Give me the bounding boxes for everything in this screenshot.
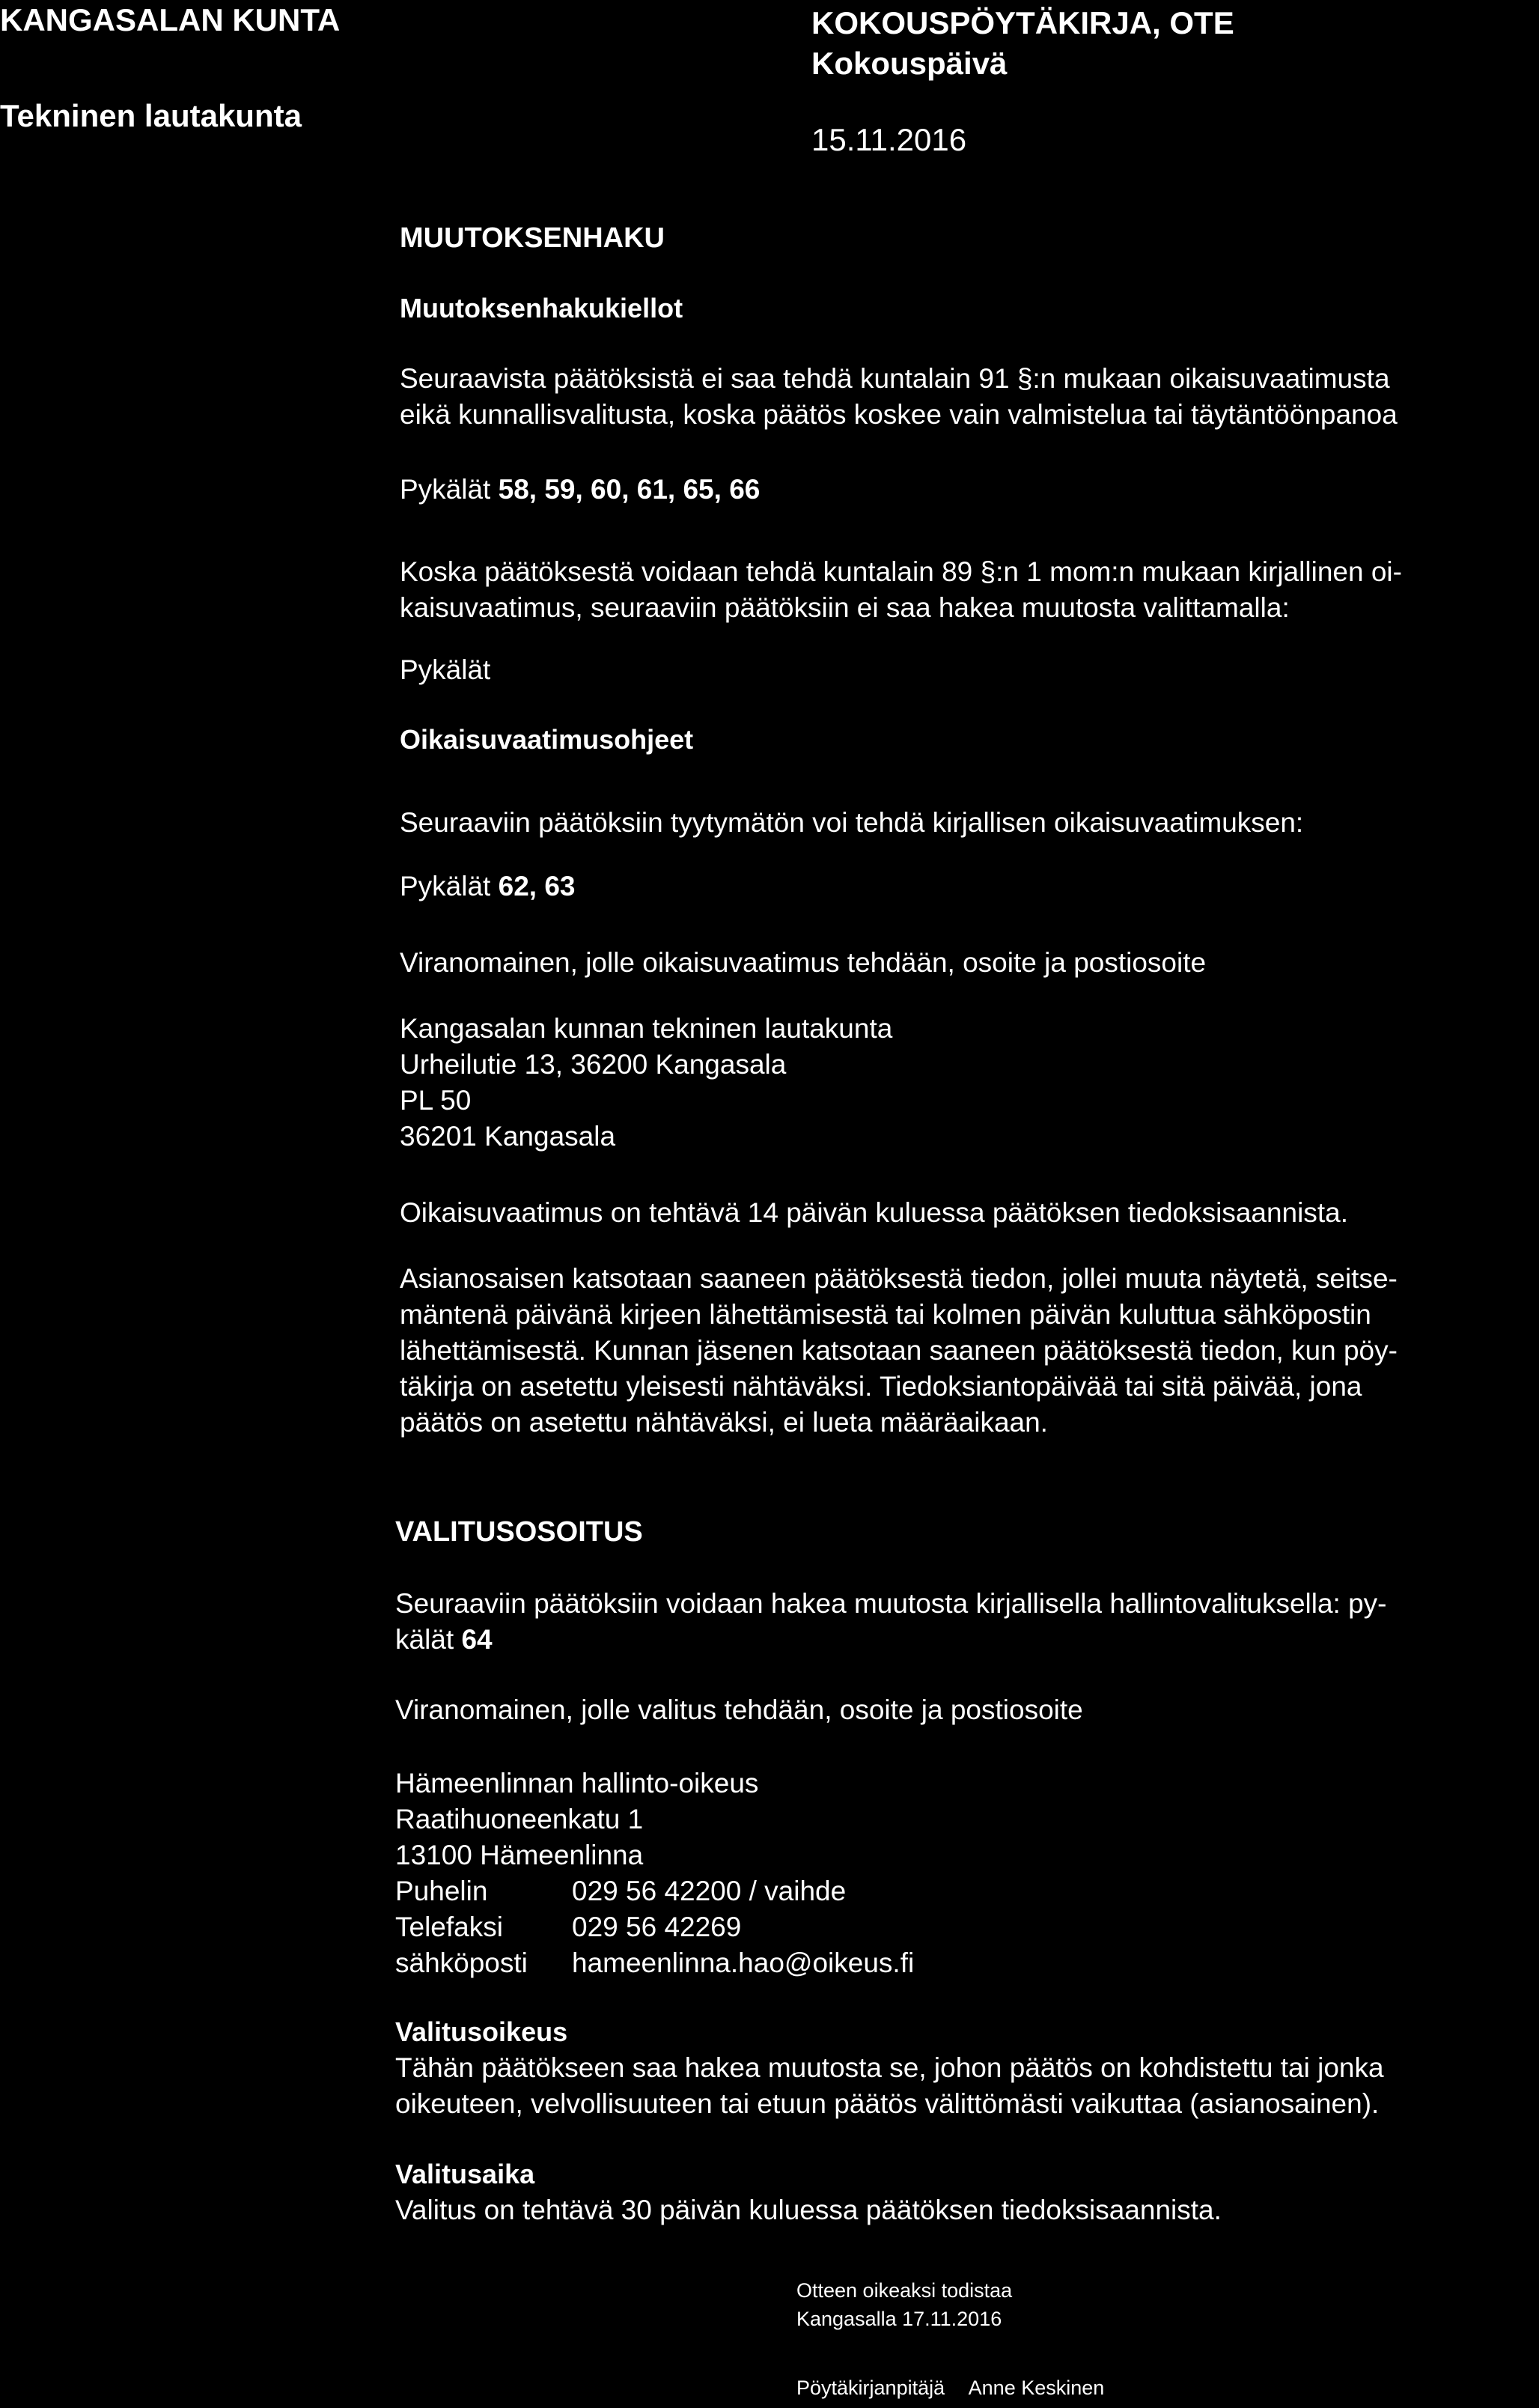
certifier <box>796 2374 1104 2402</box>
certification-line: Otteen oikeaksi todistaa <box>796 2279 1013 2302</box>
valitusaika-heading: Valitusaika <box>395 2159 535 2189</box>
kiellot-line: eikä kunnallisvalitusta, koska päätös koskee vain valmistelua tai täytäntöönpanoa <box>400 399 1398 430</box>
valitus-intro <box>395 1586 1387 1658</box>
oikaisu-notice <box>400 1261 1398 1441</box>
email-value: hameenlinna.hao@oikeus.fi <box>572 1948 915 1978</box>
oikaisu-intro: Seuraaviin päätöksiin tyytymätön voi tehdä kirjallisen oikaisuvaatimuksen: <box>400 807 1304 838</box>
koska-paragraph <box>400 554 1402 626</box>
contact-row <box>395 1873 914 1909</box>
meeting-day-label: Kokouspäivä <box>811 46 1008 81</box>
address-line: Raatihuoneenkatu 1 <box>395 1804 644 1834</box>
kiellot-line: Seuraavista päätöksistä ei saa tehdä kuntalain 91 §:n mukaan oikaisuvaatimusta <box>400 363 1390 394</box>
muutoksenhaku-title: MUUTOKSENHAKU <box>400 222 665 254</box>
pykalat-label: kälät <box>395 1624 454 1655</box>
address-line: 13100 Hämeenlinna <box>395 1840 644 1870</box>
notice-line: mäntenä päivänä kirjeen lähettämisestä tai kolmen päivän kuluttua sähköpostin <box>400 1299 1371 1330</box>
address-line: PL 50 <box>400 1085 472 1116</box>
address-line: Kangasalan kunnan tekninen lautakunta <box>400 1013 893 1044</box>
valitusoikeus-line: Tähän päätökseen saa hakea muutosta se, johon päätös on kohdistettu tai jonka <box>395 2052 1384 2083</box>
certifier-name: Anne Keskinen <box>968 2377 1105 2399</box>
notice-line: päätös on asetettu nähtäväksi, ei lueta määräaikaan. <box>400 1407 1048 1438</box>
address-line: Urheilutie 13, 36200 Kangasala <box>400 1049 787 1080</box>
address-line: Hämeenlinnan hallinto-oikeus <box>395 1768 759 1799</box>
muutoksenhakukiellot-heading: Muutoksenhakukiellot <box>400 293 683 323</box>
address-line: 36201 Kangasala <box>400 1121 616 1152</box>
valitus-intro-line: Seuraaviin päätöksiin voidaan hakea muutosta kirjallisella hallintovalituksella: py- <box>395 1588 1387 1619</box>
meeting-date: 15.11.2016 <box>811 122 967 157</box>
kiellot-paragraph <box>400 361 1398 433</box>
pykalat-label: Pykälät <box>400 474 491 505</box>
contact-label: sähköposti <box>395 1948 528 1978</box>
contact-value: 029 56 42200 / vaihde <box>572 1876 847 1906</box>
valitusoikeus-line: oikeuteen, velvollisuuteen tai etuun päätös välittömästi vaikuttaa (asianosainen). <box>395 2088 1380 2119</box>
valitusoikeus-block <box>395 2014 1384 2122</box>
pykalat-label: Pykälät <box>400 871 491 902</box>
oikaisu-deadline: Oikaisuvaatimus on tehtävä 14 päivän kuluessa päätöksen tiedoksisaannista. <box>400 1197 1348 1228</box>
valitus-intro-line <box>395 1622 1387 1658</box>
contact-row <box>395 1909 914 1945</box>
oikaisu-authority-intro: Viranomainen, jolle oikaisuvaatimus tehdään, osoite ja postiosoite <box>400 947 1207 978</box>
certification-block <box>796 2276 1012 2333</box>
valitusaika-block <box>395 2156 1222 2228</box>
municipality-name: KANGASALAN KUNTA <box>0 2 341 37</box>
valitusosoitus-title: VALITUSOSOITUS <box>395 1516 643 1548</box>
koska-pykalat-label: Pykälät <box>400 654 491 685</box>
pykalat-numbers: 58, 59, 60, 61, 65, 66 <box>498 474 761 505</box>
certification-place-date: Kangasalla 17.11.2016 <box>796 2308 1002 2330</box>
contact-value: 029 56 42269 <box>572 1912 742 1942</box>
contact-row <box>395 1945 914 1981</box>
contact-label: Puhelin <box>395 1876 488 1906</box>
notice-line: Asianosaisen katsotaan saaneen päätöksestä tiedon, jollei muuta näytetä, seitse- <box>400 1263 1398 1294</box>
valitusaika-text: Valitus on tehtävä 30 päivän kuluessa päätöksen tiedoksisaannista. <box>395 2195 1222 2225</box>
valitus-address <box>395 1766 914 1981</box>
board-name: Tekninen lautakunta <box>0 98 302 133</box>
kiellot-pykalat <box>400 472 760 508</box>
notice-line: täkirja on asetettu yleisesti nähtäväksi. Tiedoksiantopäivää tai sitä päivää, jona <box>400 1371 1362 1402</box>
oikaisu-pykalat <box>400 869 576 904</box>
pykalat-numbers: 62, 63 <box>498 871 576 902</box>
notice-line: lähettämisestä. Kunnan jäsenen katsotaan saaneen päätöksestä tiedon, kun pöy- <box>400 1335 1398 1366</box>
pykalat-numbers: 64 <box>461 1624 493 1655</box>
document-type: KOKOUSPÖYTÄKIRJA, OTE <box>811 5 1234 40</box>
contact-label: Telefaksi <box>395 1912 503 1942</box>
certifier-role: Pöytäkirjanpitäjä <box>796 2377 945 2399</box>
oikaisu-address <box>400 1011 892 1155</box>
koska-line: Koska päätöksestä voidaan tehdä kuntalain 89 §:n 1 mom:n mukaan kirjallinen oi- <box>400 556 1402 587</box>
oikaisuvaatimusohjeet-heading: Oikaisuvaatimusohjeet <box>400 724 694 755</box>
valitus-authority-intro: Viranomainen, jolle valitus tehdään, osoite ja postiosoite <box>395 1694 1083 1725</box>
valitusoikeus-heading: Valitusoikeus <box>395 2016 568 2047</box>
koska-line: kaisuvaatimus, seuraaviin päätöksiin ei saa hakea muutosta valittamalla: <box>400 592 1290 623</box>
